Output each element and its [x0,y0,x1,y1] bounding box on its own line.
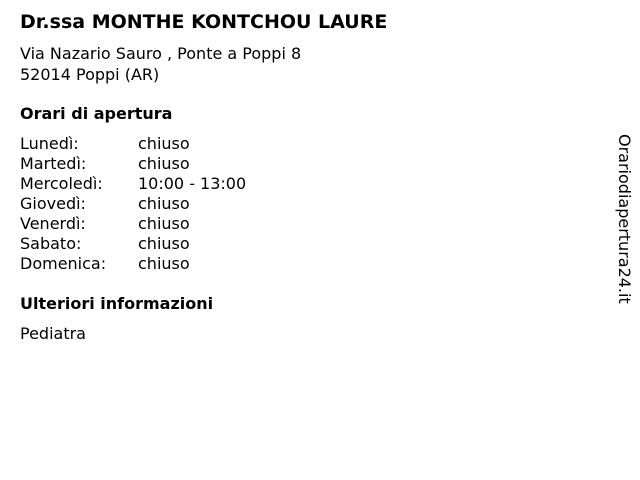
hours-row-thursday [20,194,380,214]
hours-row-tuesday [20,154,380,174]
hours-time-value: chiuso [138,134,190,153]
additional-info-heading: Ulteriori informazioni [20,294,214,313]
page-title: Dr.ssa MONTHE KONTCHOU LAURE [20,11,388,33]
hours-time-value: chiuso [138,154,190,173]
address-city: 52014 Poppi (AR) [20,65,160,84]
hours-row-sunday [20,254,380,274]
hours-time-value: chiuso [138,214,190,233]
hours-time-value: chiuso [138,234,190,253]
hours-day-label: Martedì: [20,154,87,173]
opening-hours-heading: Orari di apertura [20,104,173,123]
address-street: Via Nazario Sauro , Ponte a Poppi 8 [20,44,302,63]
site-watermark [612,134,636,309]
hours-day-label: Lunedì: [20,134,79,153]
address-block [20,43,301,85]
hours-row-wednesday [20,174,380,194]
hours-day-label: Venerdì: [20,214,86,233]
hours-row-friday [20,214,380,234]
hours-row-saturday [20,234,380,254]
hours-day-label: Domenica: [20,254,107,273]
hours-time-value: chiuso [138,194,190,213]
hours-time-value: chiuso [138,254,190,273]
hours-day-label: Mercoledì: [20,174,103,193]
additional-info-value: Pediatra [20,324,86,343]
hours-day-label: Giovedì: [20,194,86,213]
hours-day-label: Sabato: [20,234,82,253]
hours-row-monday [20,134,380,154]
opening-hours-table [20,134,380,274]
watermark-text: Orariodiapertura24.it [615,134,634,304]
hours-time-value: 10:00 - 13:00 [138,174,247,193]
